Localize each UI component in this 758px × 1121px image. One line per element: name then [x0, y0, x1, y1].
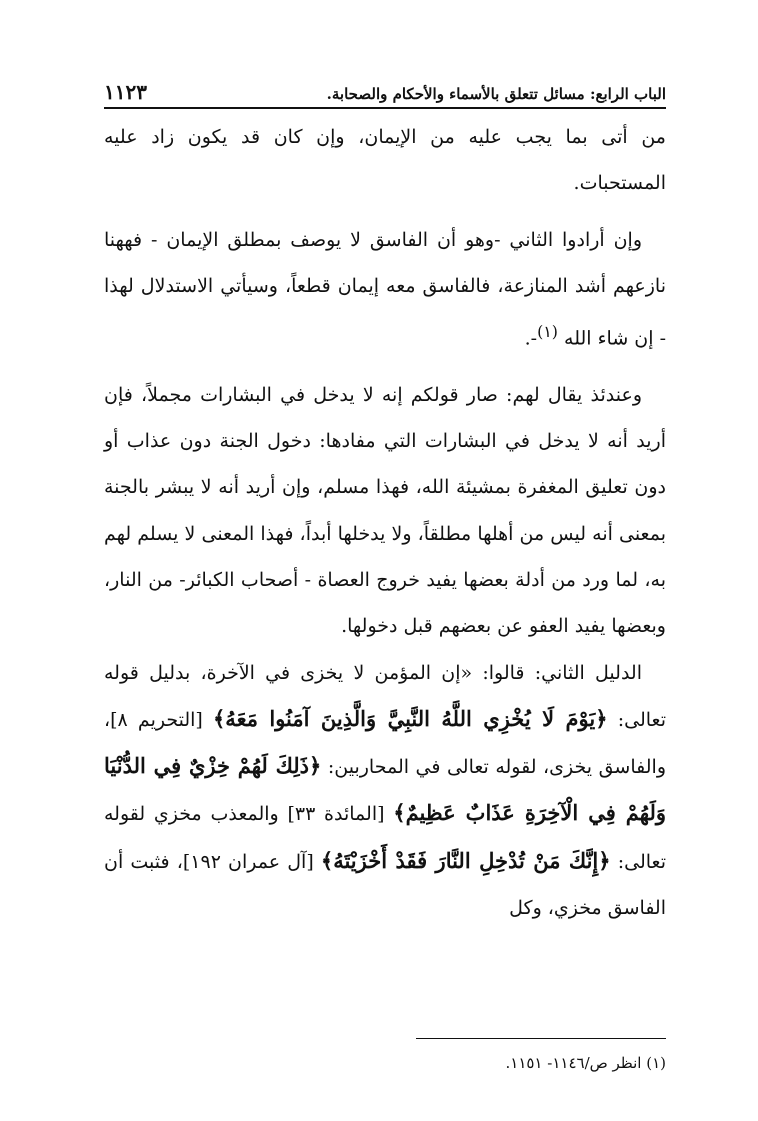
paragraph-4 — [104, 650, 666, 932]
paragraph-4-part-b: [التحريم ٨]، والفاسق يخزى، لقوله تعالى في المحاربين: — [104, 708, 666, 779]
paragraph-2-text: وإن أرادوا الثاني -وهو أن الفاسق لا يوصف بمطلق الإيمان - فههنا نازعهم أشد المنازعة، فالفاسق معه إيمان قطعاً، وسيأتي الاستدلال لهذا - إن شاء الله — [104, 228, 666, 350]
paragraph-4-intro: الدليل الثاني: قالوا: «إن المؤمن لا يخزى في الآخرة، بدليل قوله تعالى: — [104, 661, 667, 731]
footnote: (١) انظر ص/١١٤٦- ١١٥١. — [505, 1054, 666, 1072]
running-header — [104, 80, 666, 104]
footnote-rule — [416, 1038, 666, 1039]
quran-verse-2: ﴿ذَلِكَ لَهُمْ خِزْيٌ فِي الدُّنْيَا وَلَهُمْ فِي الْآخِرَةِ عَذَابٌ عَظِيمٌ﴾ — [104, 753, 666, 826]
paragraph-4-part-c: [المائدة ٣٣] والمعذب مخزي لقوله تعالى: — [104, 803, 667, 873]
quran-verse-1: ﴿يَوْمَ لَا يُخْزِي اللَّهُ النَّبِيَّ وَالَّذِينَ آمَنُوا مَعَهُ﴾ — [213, 705, 608, 731]
paragraph-1: من أتى بما يجب عليه من الإيمان، وإن كان قد يكون زاد عليه المستحبات. — [104, 126, 666, 195]
body-text — [104, 114, 666, 931]
chapter-title: الباب الرابع: مسائل تتعلق بالأسماء والأحكام والصحابة. — [326, 85, 666, 103]
paragraph-3: وعندئذ يقال لهم: صار قولكم إنه لا يدخل في البشارات مجملاً، فإن أريد أنه لا يدخل في البشارات التي مفادها: دخول الجنة دون عذاب أو دون تعليق المغفرة بمشيئة الله، فهذا مسلم، وإن أريد أنه لا يبشر بالجنة بمعنى أنه ليس من أهلها مطلقاً، ولا يدخلها أبداً، فهذا المعنى لا يسلم لهم به، لما ورد من أدلة بعضها يفيد خروج العصاة - أصحاب الكبائر- من النار، وبعضها يفيد العفو عن بعضهم قبل دخولها. — [104, 383, 666, 638]
page-number: ١١٢٣ — [104, 80, 147, 104]
header-rule — [104, 107, 666, 109]
quran-verse-3: ﴿إِنَّكَ مَنْ تُدْخِلِ النَّارَ فَقَدْ أَخْزَيْتَهُ﴾ — [320, 847, 611, 873]
paragraph-2 — [104, 217, 666, 362]
paragraph-4-part-d: [آل عمران ١٩٢]، فثبت أن الفاسق مخزي، وكل — [104, 850, 666, 920]
paragraph-2-end: -. — [524, 327, 538, 350]
footnote-marker: (١) — [537, 322, 558, 342]
